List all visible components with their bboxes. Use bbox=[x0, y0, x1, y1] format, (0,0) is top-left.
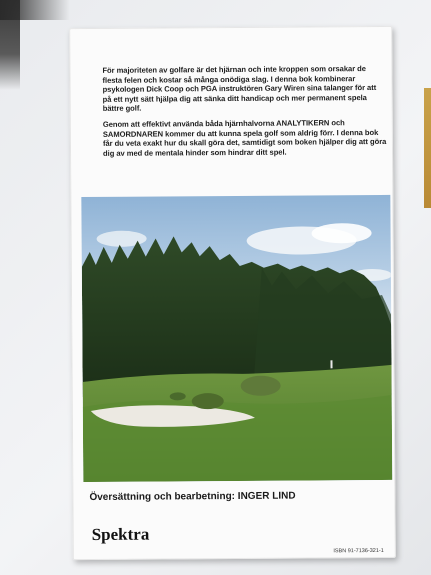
book-back-cover bbox=[69, 26, 396, 560]
background-wooden-object bbox=[424, 88, 431, 208]
golf-course-illustration bbox=[81, 195, 392, 482]
isbn-number: ISBN 91-7136-321-1 bbox=[333, 547, 384, 555]
blurb-paragraph-2: Genom att effektivt använda båda hjärnhalvorna ANALYTIKERN och SAMORDNAREN kommer du att kunna spela golf som aldrig förr. I denna bok får du veta exakt hur du skall göra det, samtidigt som boken hjälper dig att göra dig av med de mentala hinder som hindrar ditt spel. bbox=[102, 118, 387, 158]
golf-course-photo bbox=[81, 195, 392, 482]
translation-credit: Översättning och bearbetning: INGER LIND bbox=[89, 490, 296, 504]
blurb-text bbox=[102, 64, 387, 164]
background-object-shadow bbox=[0, 0, 70, 20]
blurb-paragraph-1: För majoriteten av golfare är det hjärnan och inte kroppen som orsakar de flesta felen och kostar så många onödiga slag. I denna bok kombinerar psykologen Dick Coop och PGA instruktören Gary Wiren sina talanger för att på ett nytt sätt hjälpa dig att sänka ditt handicap och mer permanent spela bättre golf. bbox=[102, 64, 377, 114]
publisher-logo: Spektra bbox=[91, 524, 150, 544]
